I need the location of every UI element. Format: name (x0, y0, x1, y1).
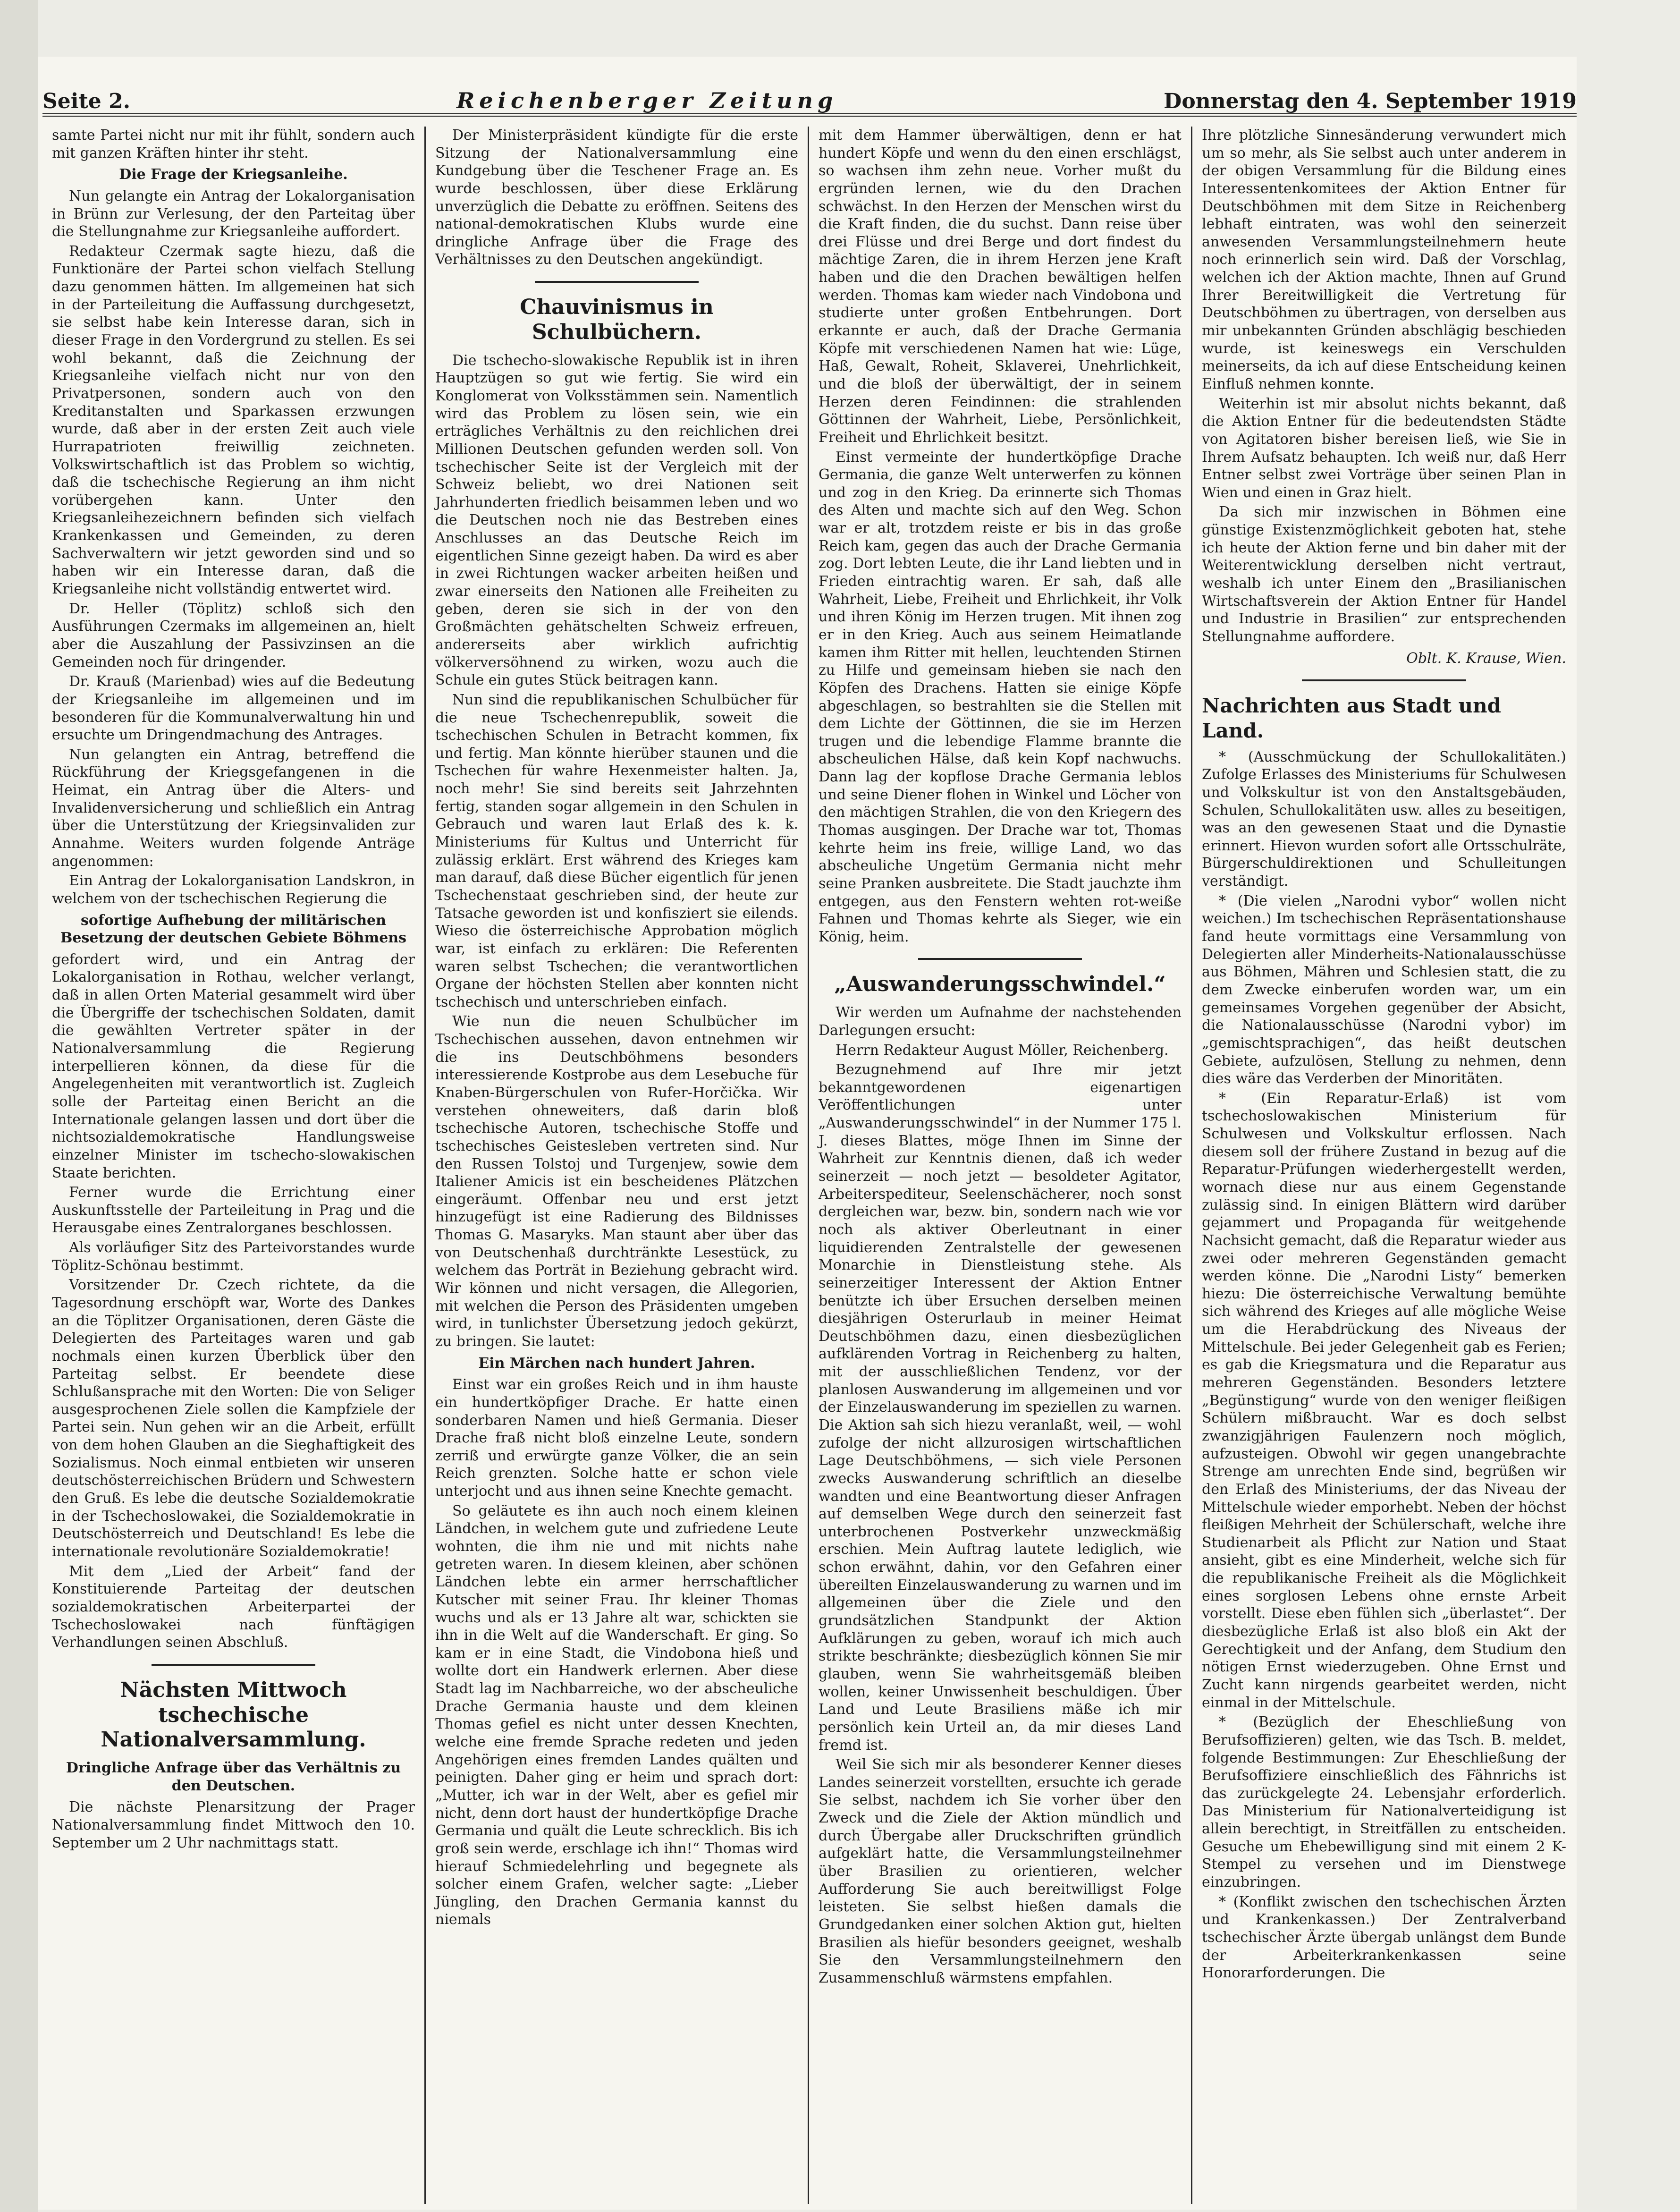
paragraph: Einst war ein großes Reich und in ihm hauste ein hundertköpfiger Drache. Er hatte einen sonderbaren Namen und hieß Germania. Dieser Drache fraß nicht bloß einzelne Leute, sondern zerriß und erwürgte ganze Völker, die an sein Reich grenzten. Solche hatte er schon viele unterjocht und aus ihnen seine Knechte gemacht. (435, 1376, 798, 1500)
article-subheadline: Dringliche Anfrage über das Verhältnis zu den Deutschen. (66, 1760, 401, 1794)
column-1 (42, 127, 426, 2204)
paragraph: Mit dem „Lied der Arbeit“ fand der Konstituierende Parteitag der deutschen sozialdemokratischen Arbeiterpartei der Tschechoslowakei nach fünftägigen Verhandlungen seinen Abschluß. (52, 1563, 415, 1651)
paragraph: Nun gelangten ein Antrag, betreffend die Rückführung der Kriegsgefangenen in die Heimat, ein Antrag über die Alters- und Invalidenversicherung und schließlich ein Antrag über die Unterstützung der Kriegsinvaliden zur Annahme. Weiters wurden folgende Anträge angenommen: (52, 746, 415, 870)
divider (918, 958, 1081, 960)
paragraph: Wie nun die neuen Schulbücher im Tschechischen aussehen, davon entnehmen wir die ins Deutschböhmens besonders interessierende Kostprobe aus dem Lesebuche für Knaben-Bürgerschulen von Rufer-Horčička. Wir verstehen ohneweiters, daß darin bloß tschechische Autoren, tschechische Stoffe und tschechisches Geistesleben vertreten sind. Nur den Russen Tolstoj und Turgenjew, sowie dem Italiener Amicis ist ein bescheidenes Plätzchen eingeräumt. Offenbar neu und erst jetzt hinzugefügt ist eine Radierung des Bildnisses Thomas G. Masaryks. Man staunt aber über das von Deutschenhaß durchtränkte Lesestück, zu welchem das Porträt in Beziehung gebracht wird. Wir können und nicht versagen, die Allegorien, mit welchen die Person des Präsidenten umgeben wird, in tunlichster Übersetzung jedoch gekürzt, zu bringen. Sie lautet: (435, 1013, 798, 1350)
paragraph: Ein Antrag der Lokalorganisation Landskron, in welchem von der tschechischen Regierung die (52, 873, 415, 907)
paragraph: Vorsitzender Dr. Czech richtete, da die Tagesordnung erschöpft war, Worte des Dankes an die Töplitzer Organisationen, deren Gäste die Delegierten des Parteitages waren und gab nochmals einen kurzen Überblick über den Parteitag selbst. Er beendete diese Schlußansprache mit den Worten: Die von Seliger ausgesprochenen Ziele sollen die Kampfziele der Partei sein. Nun gehen wir an die Arbeit, erfüllt von dem hohen Glauben an die Sieghaftigkeit des Sozialismus. Noch einmal entbieten wir unseren deutschösterreichischen Brüdern und Schwestern den Gruß. Es lebe die deutsche Sozialdemokratie in der Tschechoslowakei, die Sozialdemokratie in Deutschösterreich und Deutschland! Es lebe die internationale revolutionäre Sozialdemokratie! (52, 1277, 415, 1560)
paragraph: Herrn Redakteur August Möller, Reichenberg. (836, 1042, 1169, 1059)
paragraph: Die tschecho-slowakische Republik ist in ihren Hauptzügen so gut wie fertig. Sie wird ein Konglomerat von Volksstämmen sein. Namentlich wird das Problem zu lösen sein, wie ein erträgliches Verhältnis zu den reichlichen drei Millionen Deutschen gefunden werden soll. Von tschechischer Seite ist der Vergleich mit der Schweiz beliebt, wo drei Nationen seit Jahrhunderten friedlich beisammen leben und wo die Deutschen noch nie das Bestreben eines Anschlusses an das Deutsche Reich im eigentlichen Sinne gezeigt haben. Da wird es aber in zwei Richtungen wacker arbeiten heißen und zwar einerseits den Nationen alle Freiheiten zu geben, deren sie sich in der von den Großmächten gehätschelten Schweiz erfreuen, andererseits aber wirklich aufrichtig völkerversöhnend zu wirken, wozu auch die Schule ein gutes Stück beitragen kann. (435, 352, 798, 689)
column-4 (1192, 127, 1576, 2204)
paragraph: Ihre plötzliche Sinnesänderung verwundert mich um so mehr, als Sie selbst auch unter anderem in der obigen Versammlung für die Bildung eines Interessentenkomitees der Aktion Entner für Deutschböhmen mit dem Sitze in Reichenberg lebhaft eintraten, was wohl den seinerzeit anwesenden Versammlungsteilnehmern heute noch erinnerlich sein wird. Daß der Vorschlag, welchen ich der Aktion machte, Ihnen auf Grund Ihrer Bereitwilligkeit die Vertretung für Deutschböhmen zu übertragen, von derselben aus mir unbekannten Gründen abschlägig beschieden wurde, ist keineswegs ein Verschulden meinerseits, da ich auf diese Entscheidung keinen Einfluß nehmen konnte. (1202, 127, 1566, 392)
section-headline: Nachrichten aus Stadt und Land. (1202, 694, 1501, 742)
paragraph: mit dem Hammer überwältigen, denn er hat hundert Köpfe und wenn du den einen erschlägst, so wachsen ihm zehn neue. Vorher mußt du ergründen lernen, wie du den Drachen schwächst. In den Herzen der Menschen wirst du die Kraft finden, die du suchst. Dann reise über drei Flüsse und drei Berge und dort findest du mächtige Zaren, die in ihrem Herzen jene Kraft haben und die den Drachen bewältigen helfen werden. Thomas kam wieder nach Vindobona und studierte unter großen Entbehrungen. Dort erkannte er auch, daß der Drache Germania Köpfe mit verschiedenen Namen hat wie: Lüge, Haß, Gewalt, Roheit, Sklaverei, Unehrlichkeit, und die bloß der überwältigt, der in seinem Herzen deren Feindinnen: die strahlenden Göttinnen der Wahrheit, Liebe, Persönlichkeit, Freiheit und Ehrlichkeit besitzt. (819, 127, 1182, 446)
article-columns (42, 127, 1577, 2204)
column-2 (426, 127, 809, 2204)
paragraph: Einst vermeinte der hundertköpfige Drache Germania, die ganze Welt unterwerfen zu können und zog in den Krieg. Da erinnerte sich Thomas des Alten und machte sich auf den Weg. Schon war er alt, trotzdem reiste er bis in das große Reich kam, gegen das auch der Drache Germania zog. Dort lebten Leute, die ihr Land liebten und in Frieden eintrachtig waren. Er sah, daß alle Wahrheit, Liebe, Freiheit und Ehrlichkeit, ihr Volk und ihren König im Herzen trugen. Mit ihnen zog er in den Krieg. Auch aus seinem Heimatlande kamen ihm Ritter mit hellen, leuchtenden Stirnen zu Hilfe und gemeinsam hieben sie nach den Köpfen des Drachens. Hatten sie einige Köpfe abgeschlagen, so bestrahlten sie die Stellen mit dem Lichte der Göttinnen, die sie im Herzen trugen und die lebendige Flamme brannte die abscheulichen Hälse, daß kein Kopf nachwuchs. Dann lag der kopflose Drache Germania leblos und seine Diener flohen in Winkel und Löcher von den mächtigen Strahlen, die von den Kriegern des Thomas ausgingen. Der Drache war tot, Thomas kehrte heim ins freie, willige Land, wo das abscheuliche Ungetüm Germania nicht mehr seine Pranken ausbreitete. Die Stadt jauchzte ihm entgegen, aus den Fenstern wehten rot-weiße Fahnen und Thomas kehrte als Sieger, wie ein König, heim. (819, 449, 1182, 945)
paragraph: Als vorläufiger Sitz des Parteivorstandes wurde Töplitz-Schönau bestimmt. (52, 1239, 415, 1274)
paragraph: Dr. Heller (Töplitz) schloß sich den Ausführungen Czermaks im allgemeinen an, hielt aber die Auszahlung der Passivzinsen an die Gemeinden noch für dringender. (52, 600, 415, 670)
paragraph: * (Ausschmückung der Schullokalitäten.) Zufolge Erlasses des Ministeriums für Schulwesen und Volkskultur ist von den Anstaltsgebäuden, Schulen, Schullokalitäten usw. alles zu beseitigen, was an den gewesenen Staat und die Dynastie erinnert. Hievon wurden sofort alle Ortsschulräte, Bürgerschuldirektionen und Schulleitungen verständigt. (1202, 748, 1566, 890)
article-headline: „Auswanderungsschwindel.“ (834, 972, 1166, 997)
paragraph: gefordert wird, und ein Antrag der Lokalorganisation in Rothau, welcher verlangt, daß in allen Orten Material gesammelt wird über die Übergriffe der tschechischen Soldaten, damit die gewählten Vertreter später in der Nationalversammlung die Regierung interpellieren können, da diese für die Angelegenheiten mit verantwortlich ist. Zugleich solle der Parteitag einen Bericht an die Internationale gelangen lassen und dort über die nichtsozialdemokratische Handlungsweise einzelner Minister im tschecho-slowakischen Staate berichten. (52, 951, 415, 1181)
paragraph: samte Partei nicht nur mit ihr fühlt, sondern auch mit ganzen Kräften hinter ihr steht. (52, 127, 415, 161)
paragraph: Ferner wurde die Errichtung einer Auskunftsstelle der Parteileitung in Prag und die Herausgabe eines Zentralorganes beschlossen. (52, 1184, 415, 1237)
paragraph: Weiterhin ist mir absolut nichts bekannt, daß die Aktion Entner für die bedeutendsten Städte von Agitatoren bisher bereisen ließ, wie Sie in Ihrem Aufsatz behaupten. Ich weiß nur, daß Herr Entner selbst zwei Vorträge über seinen Plan in Wien und einen in Graz hielt. (1202, 395, 1566, 501)
signature-line: Oblt. K. Krause, Wien. (1406, 650, 1566, 667)
paragraph: * (Bezüglich der Eheschließung von Berufsoffizieren) gelten, wie das Tsch. B. meldet, folgende Bestimmungen: Zur Eheschließung der Berufsoffiziere einschließlich des Fähnrichs ist das zurückgelegte 24. Lebensjahr erforderlich. Das Ministerium für Nationalverteidigung ist allein berechtigt, in Streitfällen zu entscheiden. Gesuche um Ehebewilligung sind mit einem 2 K-Stempel zu versehen und im Dienstwege einzubringen. (1202, 1714, 1566, 1890)
issue-date: Donnerstag den 4. September 1919 (1164, 89, 1577, 113)
divider (152, 1664, 315, 1666)
section-heading: Ein Märchen nach hundert Jahren. (478, 1355, 755, 1372)
paragraph: Nun sind die republikanischen Schulbücher für die neue Tschechenrepublik, soweit die tschechischen Schulen in Betracht kommen, fix und fertig. Man könnte hierüber staunen und die Tschechen für wahre Hexenmeister halten. Ja, noch mehr! Sie sind bereits seit Jahrzehnten fertig, standen sogar allgemein in den Schulen in Gebrauch und waren laut Erlaß des k. k. Ministeriums für Kultus und Unterricht für zulässig erklärt. Erst während des Krieges kam man darauf, daß diese Bücher eigentlich für jenen Tschechenstaat geschrieben sind, der heute zur Tatsache geworden ist und konfisziert sie eilends. Wieso die österreichische Approbation möglich war, ist einfach zu erklären: Die Referenten waren selbst Tschechen; die verantwortlichen Organe der höchsten Stellen aber konnten nicht tschechisch und unterschrieben einfach. (435, 691, 798, 1010)
paragraph: * (Ein Reparatur-Erlaß) ist vom tschechoslowakischen Ministerium für Schulwesen und Volkskultur erflossen. Nach diesem soll der frühere Zustand in bezug auf die Reparatur-Prüfungen wiederhergestellt werden, wornach diese nur aus einem Gegenstande zulässig sind. In einigen Blättern wird darüber gejammert und Propaganda für weitgehende Nachsicht gemacht, daß die Reparatur wieder aus zwei oder mehreren Gegenständen gemacht werden könne. Die „Narodni Listy“ bemerken hiezu: Die österreichische Verwaltung bemühte sich während des Krieges auf alle mögliche Weise um die Herabdrückung des Niveaus der Mittelschule. Bei jeder Gelegenheit gab es Ferien; es gab die Kriegsmatura und die Reparatur aus mehreren Gegenständen. Besonders letztere „Begünstigung“ wurde von den weniger fleißigen Schülern mißbraucht. War es doch selbst zwanzigjährigen Faulenzern noch möglich, aufzusteigen. Obwohl wir gegen unangebrachte Strenge am unrechten Ende sind, begrüßen wir den Erlaß des Ministeriums, der das Niveau der Mittelschule wieder emporhebt. Neben der höchst fleißigen Mehrheit der Schülerschaft, welche ihre Studienarbeit als Pflicht zur Nation und Staat ansieht, gibt es eine Minderheit, welche sich für die republikanische Freiheit als die Möglichkeit eines sorglosen Lebens ohne ernste Arbeit vorstellt. Diese eben fühlen sich „überlastet“. Der diesbezügliche Erlaß ist also bloß ein Akt der Gerechtigkeit und der Anfang, dem Studium den nötigen Ernst wiederzugeben. Ohne Ernst und Zucht kann nirgends gearbeitet werden, nicht einmal in der Mittelschule. (1202, 1090, 1566, 1711)
paragraph: Der Ministerpräsident kündigte für die erste Sitzung der Nationalversammlung eine Kundgebung über die Teschener Frage an. Es wurde beschlossen, über diese Erklärung unverzüglich die Debatte zu eröffnen. Seitens des national-demokratischen Klubs wurde eine dringliche Anfrage über die Frage des Verhältnisses zu den Deutschen angekündigt. (435, 127, 798, 268)
section-heading: Die Frage der Kriegsanleihe. (119, 166, 348, 183)
column-3 (809, 127, 1192, 2204)
section-heading: sofortige Aufhebung der militärischen Besetzung der deutschen Gebiete Böhmens (60, 912, 406, 947)
scan-left-margin (0, 0, 38, 2212)
paragraph: Da sich mir inzwischen in Böhmen eine günstige Existenzmöglichkeit geboten hat, stehe ich heute der Aktion ferne und bin daher mit der Weiterentwicklung derselben nicht vertraut, weshalb ich unter Einem den „Brasilianischen Wirtschaftsverein der Aktion Entner für Handel und Industrie in Brasilien“ zur entsprechenden Stellungnahme auffordere. (1202, 504, 1566, 645)
article-headline: Chauvinismus in Schulbüchern. (520, 295, 714, 344)
paragraph: Wir werden um Aufnahme der nachstehenden Darlegungen ersucht: (819, 1004, 1182, 1039)
paragraph: Die nächste Plenarsitzung der Prager Nationalversammlung findet Mittwoch den 10. September um 2 Uhr nachmittags statt. (52, 1799, 415, 1851)
paragraph: * (Die vielen „Narodni vybor“ wollen nicht weichen.) Im tschechischen Repräsentationshause fand heute vormittags eine Versammlung von Delegierten aller Minderheits-Nationalausschüsse aus Böhmen, Mähren und Schlesien statt, die zu dem Zwecke einberufen worden war, um ein gemeinsames Vorgehen gegenüber der Absicht, die Nationalausschüsse (Narodni vybor) im „gemischtsprachigen“, das heißt deutschen Gebiete, aufzulösen, Stellung zu nehmen, denn dies wäre das Verderben der Minoritäten. (1202, 892, 1566, 1087)
divider (1302, 679, 1466, 681)
paragraph: So geläutete es ihn auch noch einem kleinen Ländchen, in welchem gute und zufriedene Leute wohnten, die ihm nie und mit nichts nahe getreten waren. In diesem kleinen, aber schönen Ländchen lebte ein armer herrschaftlicher Kutscher mit seiner Frau. Ihr kleiner Thomas wuchs und als er 13 Jahre alt war, schickten sie ihn in die Welt auf die Wanderschaft. Er ging. So kam er in eine Stadt, die Vindobona hieß und wollte dort ein Handwerk erlernen. Aber diese Stadt lag im Nachbarreiche, wo der abscheuliche Drache Germania hauste und dem kleinen Thomas gefiel es nicht unter dessen Knechten, welche eine fremde Sprache redeten und jeden Angehörigen eines fremden Landes quälten und peinigten. Daher ging er heim und sprach dort: „Mutter, ich war in der Welt, aber es gefiel mir nicht, denn dort haust der hundertköpfige Drache Germania und quält die Leute schrecklich. Bis ich groß sein werde, erschlage ich ihn!“ Thomas wird hierauf Schmiedelehrling und begegnete als solcher einem Grafen, welcher sagte: „Lieber Jüngling, den Drachen Germania kannst du niemals (435, 1502, 798, 1928)
article-headline: Nächsten Mittwoch tschechische Nationalversammlung. (101, 1678, 366, 1752)
paragraph: Nun gelangte ein Antrag der Lokalorganisation in Brünn zur Verlesung, der den Parteitag über die Stellungnahme zur Kriegsanleihe auffordert. (52, 187, 415, 240)
paragraph: Bezugnehmend auf Ihre mir jetzt bekanntgewordenen eigenartigen Veröffentlichungen unter „Auswanderungsschwindel“ in der Nummer 175 l. J. dieses Blattes, möge Ihnen im Sinne der Wahrheit zur Kenntnis dienen, daß ich weder seinerzeit — noch jetzt — besoldeter Agitator, Arbeiterspediteur, Seelenschächerer, noch sonst dergleichen war, bezw. bin, sondern nach wie vor noch als aktiver Oberleutnant in einer liquidierenden Zentralstelle der gewesenen Monarchie in Dienstleistung stehe. Als seinerzeitiger Interessent der Aktion Entner benützte ich über Ersuchen derselben meinen diesjährigen Osterurlaub in meiner Heimat Deutschböhmen dazu, einen diesbezüglichen aufklärenden Vortrag in Reichenberg zu halten, mit der ausschließlichen Tendenz, vor der planlosen Auswanderung im allgemeinen und vor der Einzelauswanderung im speziellen zu warnen. Die Aktion sah sich hiezu veranlaßt, weil, — wohl zufolge der nicht allzurosigen wirtschaftlichen Lage Deutschböhmens, — sich viele Personen zwecks Auswanderung schriftlich an dieselbe wandten und eine Beantwortung dieser Anfragen auf demselben Wege durch den seinerzeit fast unterbrochenen Postverkehr unzweckmäßig erschien. Mein Auftrag lautete lediglich, wie schon erwähnt, dahin, vor den Gefahren einer übereilten Einzelauswanderung zu warnen und im allgemeinen über die Ziele und den grundsätzlichen Standpunkt der Aktion Aufklärungen zu geben, worauf ich mich auch strikte beschränkte; diesbezüglich können Sie mir glauben, wenn Sie wahrheitsgemäß bleiben wollen, keiner Unwissenheit beschuldigen. Über Land und Leute Brasiliens mäße ich mir persönlich kein Urteil an, da mir dieses Land fremd ist. (819, 1061, 1182, 1754)
newspaper-title: Reichenberger Zeitung (456, 88, 838, 113)
page-number: Seite 2. (42, 89, 131, 113)
paragraph: Redakteur Czermak sagte hiezu, daß die Funktionäre der Partei schon vielfach Stellung dazu genommen hätten. Im allgemeinen hat sich in der Parteileitung die Auffassung durchgesetzt, sie selbst habe kein Interesse daran, sich in dieser Frage in den Vordergrund zu stellen. Es sei wohl bekannt, daß die Zeichnung der Kriegsanleihe vielfach nicht nur von den Privatpersonen, sondern auch von den Kreditanstalten und Sparkassen erzwungen wurde, daß aber in der ersten Zeit auch viele Hurrapatrioten freiwillig zeichneten. Volkswirtschaftlich ist das Problem so wichtig, daß die tschechische Regierung an ihm nicht vorübergehen kann. Unter den Kriegsanleihezeichnern befinden sich vielfach Krankenkassen und Gemeinden, zu deren Sachverwaltern wir jetzt geworden sind und so haben wir ein Interesse daran, daß die Kriegsanleihe nicht vollständig entwertet wird. (52, 243, 415, 598)
paragraph: Dr. Krauß (Marienbad) wies auf die Bedeutung der Kriegsanleihe im allgemeinen und im besonderen für die Kommunalverwaltung hin und ersuchte um Dringendmachung des Antrages. (52, 673, 415, 744)
paragraph: Weil Sie sich mir als besonderer Kenner dieses Landes seinerzeit vorstellten, ersuchte ich gerade Sie selbst, nachdem ich Sie vorher über den Zweck und die Ziele der Aktion mündlich und durch Übergabe aller Druckschriften gründlich aufgeklärt hatte, die Versammlungsteilnehmer über Brasilien zu orientieren, welcher Aufforderung Sie auch bereitwilligst Folge leisteten. Sie selbst hießen damals die Grundgedanken einer solchen Aktion gut, hielten Brasilien als hiefür besonders geeignet, weshalb Sie den Versammlungsteilnehmern den Zusammenschluß wärmstens empfahlen. (819, 1756, 1182, 1986)
page-header (42, 61, 1577, 117)
paragraph: * (Konflikt zwischen den tschechischen Ärzten und Krankenkassen.) Der Zentralverband tschechischer Ärzte übergab unlängst dem Bunde der Arbeiterkrankenkassen seine Honorarforderungen. Die (1202, 1893, 1566, 1982)
divider (535, 281, 698, 283)
